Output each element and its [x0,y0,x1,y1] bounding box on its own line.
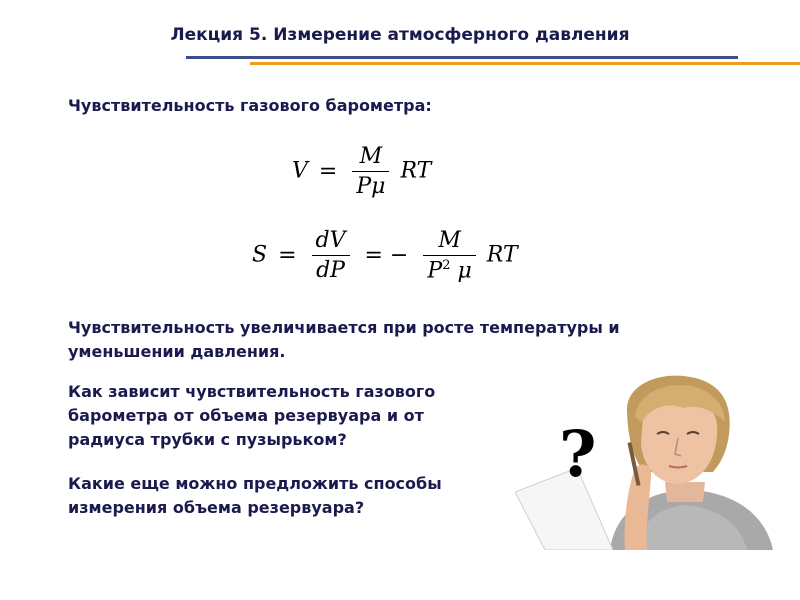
formula-sensitivity-numerator-1: dV [312,228,350,256]
formula-volume-lhs: V [292,158,308,184]
formula-sensitivity [252,228,518,283]
denominator-exponent: 2 [442,258,451,273]
formula-sensitivity-lhs: S [252,242,268,268]
slide-title: Лекция 5. Измерение атмосферного давления [170,25,630,45]
formula-sensitivity-numerator-2: M [423,228,475,256]
statement-line-1: Чувствительность увеличивается при росте температуры и [68,318,620,337]
formula-sensitivity-denominator-1: dP [316,258,345,284]
question-1 [68,380,435,452]
formula-sensitivity-fraction-1 [312,228,350,283]
statement-line-2: уменьшении давления. [68,342,286,361]
denominator-base: P [427,258,443,284]
formula-volume [292,144,431,199]
question-mark-icon: ? [559,417,597,492]
question-1-line-1: Как зависит чувствительность газового [68,382,436,401]
question-1-line-2: барометра от объема резервуара и от [68,406,424,425]
formula-sensitivity-denominator-2 [423,256,475,283]
formula-volume-denominator: Pμ [356,174,386,199]
question-2-line-1: Какие еще можно предложить способы [68,474,442,493]
formula-volume-numerator: M [352,144,389,172]
formula-sensitivity-fraction-2 [423,228,475,283]
title-rule-orange [250,62,800,65]
question-2 [68,472,442,520]
denominator-mu: μ [457,258,472,284]
formula-volume-fraction [352,144,389,199]
section-heading: Чувствительность газового барометра: [68,96,432,115]
formula-sensitivity-equals-2: = − [364,242,409,268]
thinking-woman-photo [515,372,775,550]
statement-paragraph [68,316,620,364]
question-1-line-3: радиуса трубки с пузырьком? [68,430,347,449]
question-2-line-2: измерения объема резервуара? [68,498,365,517]
formula-sensitivity-equals-1: = [278,242,297,268]
title-rule-blue [186,56,738,59]
formula-volume-tail: RT [400,158,432,184]
formula-sensitivity-tail: RT [486,242,518,268]
formula-volume-equals: = [318,158,338,184]
